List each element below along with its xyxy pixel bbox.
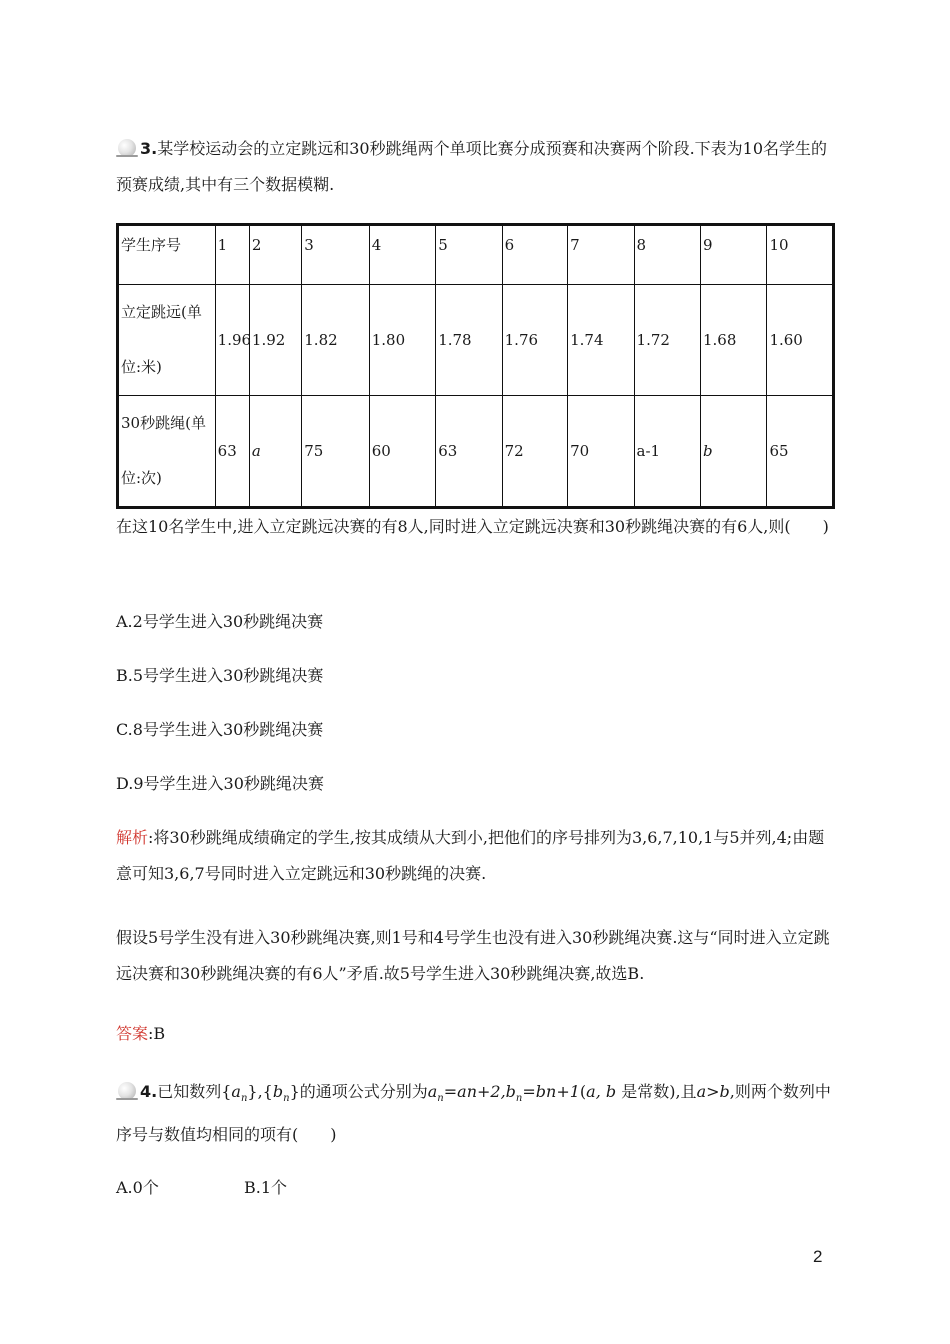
table-row [118, 396, 834, 508]
q3-answer [116, 1016, 836, 1052]
table-cell: b [701, 396, 767, 508]
q4-symbol: a [427, 1082, 438, 1101]
table-row [118, 225, 834, 285]
q4-formula: =an+2, [443, 1082, 506, 1101]
answer-label: 答案 [116, 1024, 149, 1043]
table-cell: 65 [767, 396, 834, 508]
q4-option-b: B.1个 [244, 1178, 288, 1197]
table-cell: 63 [215, 396, 249, 508]
q3-number: 3. [140, 139, 158, 158]
table-cell: 1.68 [701, 285, 767, 396]
table-cell: 8 [634, 225, 700, 285]
q3-option-a: A.2号学生进入30秒跳绳决赛 [116, 612, 324, 631]
table-row [118, 285, 834, 396]
q4-subscript: n [240, 1093, 248, 1105]
table-cell: 70 [568, 396, 634, 508]
q4-text: ,则两个数列中序号与数值均相同的项有( ) [116, 1082, 831, 1145]
q4-formula: a>b [696, 1082, 730, 1101]
table-cell: 72 [502, 396, 567, 508]
q4-text: 已知数列{ [157, 1082, 232, 1101]
q4-option-a: A.0个 [116, 1178, 159, 1197]
table-cell: 1.76 [502, 285, 567, 396]
table-cell: 4 [369, 225, 435, 285]
table-cell: 1.72 [634, 285, 700, 396]
q3-stem [116, 131, 836, 203]
q4-symbol: a [231, 1082, 241, 1101]
q4-options [116, 1170, 836, 1206]
q3-stem-text: 某学校运动会的立定跳远和30秒跳绳两个单项比赛分成预赛和决赛两个阶段.下表为10名学生的预赛成绩,其中有三个数据模糊. [116, 139, 828, 194]
q4-symbol: b [272, 1082, 284, 1101]
table-cell: 1.96 [215, 285, 249, 396]
q4-stem [116, 1074, 836, 1153]
table-cell: 2 [249, 225, 301, 285]
question-marker-icon [116, 139, 138, 157]
table-cell: 63 [436, 396, 502, 508]
table-cell: 60 [369, 396, 435, 508]
table-cell: 1.82 [302, 285, 369, 396]
q3-option-b: B.5号学生进入30秒跳绳决赛 [116, 666, 324, 685]
q3-analysis [116, 820, 836, 892]
table-cell: 6 [502, 225, 567, 285]
page-number: 2 [813, 1247, 823, 1266]
q4-text: }的通项公式分别为 [289, 1082, 428, 1101]
answer-value: :B [148, 1024, 166, 1043]
row-header: 立定跳远(单位:米) [118, 285, 216, 396]
q4-subscript: n [437, 1093, 444, 1105]
score-table [116, 223, 835, 509]
q3-option-c: C.8号学生进入30秒跳绳决赛 [116, 720, 324, 739]
q4-formula: =bn+1 [522, 1082, 580, 1101]
table-cell: 3 [302, 225, 369, 285]
analysis-text: :将30秒跳绳成绩确定的学生,按其成绩从大到小,把他们的序号排列为3,6,7,10,1与5并列,4;由题意可知3,6,7号同时进入立定跳远和30秒跳绳的决赛. [116, 828, 825, 883]
table-cell: 1.60 [767, 285, 834, 396]
q4-text: 是常数),且 [621, 1082, 697, 1101]
q4-text: ( [579, 1082, 587, 1101]
table-cell: 1.92 [249, 285, 301, 396]
table-cell: 1 [215, 225, 249, 285]
q3-option-d: D.9号学生进入30秒跳绳决赛 [116, 774, 324, 793]
table-cell: 9 [701, 225, 767, 285]
q4-subscript: n [283, 1093, 290, 1105]
q4-subscript: n [515, 1093, 523, 1105]
row-header: 30秒跳绳(单位:次) [118, 396, 216, 508]
analysis-label: 解析 [116, 828, 149, 847]
table-cell: 1.74 [568, 285, 634, 396]
q4-symbol: a, b [586, 1082, 622, 1101]
q4-symbol: b [505, 1082, 516, 1101]
table-cell: 75 [302, 396, 369, 508]
table-cell: a [249, 396, 301, 508]
table-cell: 7 [568, 225, 634, 285]
table-cell: 1.80 [369, 285, 435, 396]
q3-condition: 在这10名学生中,进入立定跳远决赛的有8人,同时进入立定跳远决赛和30秒跳绳决赛的有6人,则( ) [116, 517, 829, 536]
q4-number: 4. [140, 1082, 158, 1101]
row-header: 学生序号 [118, 225, 216, 285]
table-cell: 1.78 [436, 285, 502, 396]
q4-text: },{ [247, 1082, 273, 1101]
table-cell: 10 [767, 225, 834, 285]
q3-analysis-2: 假设5号学生没有进入30秒跳绳决赛,则1号和4号学生也没有进入30秒跳绳决赛.这与“同时进入立定跳远决赛和30秒跳绳决赛的有6人”矛盾.故5号学生进入30秒跳绳决赛,故选B. [116, 928, 830, 983]
table-cell: 5 [436, 225, 502, 285]
question-marker-icon [116, 1082, 138, 1100]
table-cell: a-1 [634, 396, 700, 508]
